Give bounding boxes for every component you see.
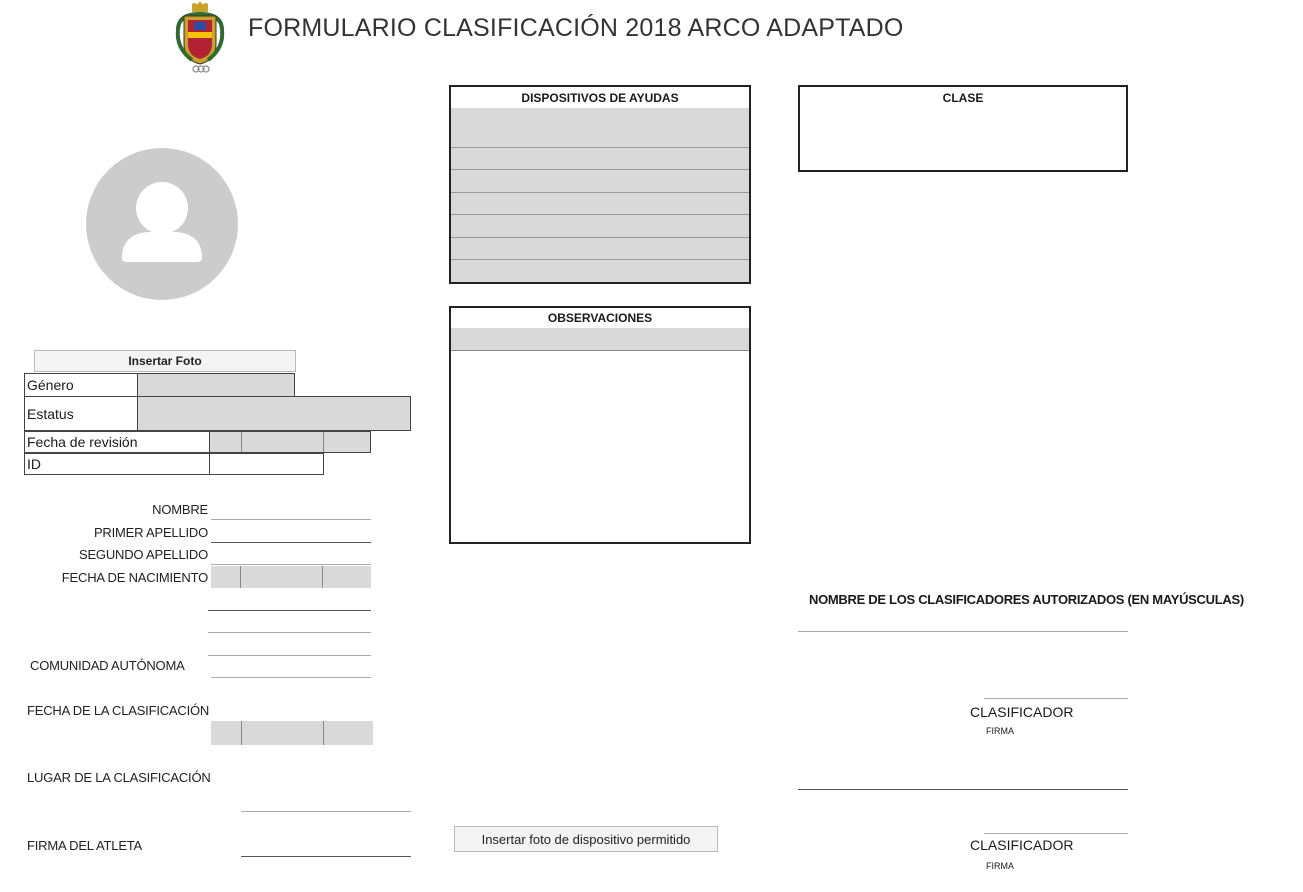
coat-of-arms-icon bbox=[172, 2, 228, 74]
second-surname-field[interactable] bbox=[211, 564, 371, 565]
insert-device-photo-button[interactable]: Insertar foto de dispositivo permitido bbox=[454, 826, 718, 852]
extra-line-1[interactable] bbox=[208, 610, 371, 611]
classifier-2-signature-field[interactable] bbox=[984, 833, 1128, 834]
classifier-1-name-field[interactable] bbox=[798, 631, 1128, 632]
classification-place-label: LUGAR DE LA CLASIFICACIÓN bbox=[27, 770, 211, 785]
athlete-signature-field[interactable] bbox=[241, 856, 411, 857]
name-label: NOMBRE bbox=[152, 502, 208, 517]
observations-panel[interactable] bbox=[449, 328, 751, 544]
community-label: COMUNIDAD AUTÓNOMA bbox=[30, 658, 185, 673]
devices-title: DISPOSITIVOS DE AYUDAS bbox=[449, 85, 751, 110]
classifier-2-firma-label: FIRMA bbox=[986, 861, 1014, 871]
classifier-1-label: CLASIFICADOR bbox=[970, 704, 1074, 720]
devices-panel[interactable] bbox=[449, 108, 751, 284]
second-surname-label: SEGUNDO APELLIDO bbox=[78, 547, 208, 562]
classification-date-field[interactable] bbox=[211, 721, 373, 745]
observations-first-row[interactable] bbox=[451, 328, 749, 351]
first-surname-field[interactable] bbox=[211, 542, 371, 543]
classifiers-heading: NOMBRE DE LOS CLASIFICADORES AUTORIZADOS (EN MAYÚSCULAS) bbox=[809, 592, 1244, 607]
gender-field[interactable] bbox=[137, 373, 295, 397]
birth-date-field[interactable] bbox=[211, 566, 371, 588]
classifier-2-label: CLASIFICADOR bbox=[970, 837, 1074, 853]
birth-date-label: FECHA DE NACIMIENTO bbox=[61, 570, 208, 585]
id-field[interactable] bbox=[209, 453, 324, 475]
devices-rows bbox=[451, 108, 749, 282]
user-avatar-icon[interactable] bbox=[86, 148, 238, 300]
page-title: FORMULARIO CLASIFICACIÓN 2018 ARCO ADAPTADO bbox=[248, 14, 904, 42]
athlete-signature-label: FIRMA DEL ATLETA bbox=[27, 838, 143, 853]
revision-date-label: Fecha de revisión bbox=[24, 431, 210, 453]
insert-photo-button[interactable]: Insertar Foto bbox=[34, 350, 296, 372]
classifier-2-name-field[interactable] bbox=[798, 789, 1128, 790]
classifier-1-signature-field[interactable] bbox=[984, 698, 1128, 699]
community-field[interactable] bbox=[211, 677, 371, 678]
revision-date-field[interactable] bbox=[209, 431, 371, 453]
classification-place-field[interactable] bbox=[241, 811, 411, 812]
status-label: Estatus bbox=[24, 396, 138, 431]
class-field[interactable] bbox=[798, 108, 1128, 172]
first-surname-label: PRIMER APELLIDO bbox=[93, 525, 208, 540]
id-label: ID bbox=[24, 453, 210, 475]
classifier-1-firma-label: FIRMA bbox=[986, 726, 1014, 736]
class-title: CLASE bbox=[798, 85, 1128, 110]
classification-date-label: FECHA DE LA CLASIFICACIÓN bbox=[27, 703, 210, 718]
extra-line-3[interactable] bbox=[208, 655, 371, 656]
extra-line-2[interactable] bbox=[208, 632, 371, 633]
observations-title: OBSERVACIONES bbox=[449, 306, 751, 330]
name-field[interactable] bbox=[211, 519, 371, 520]
gender-label: Género bbox=[24, 373, 138, 397]
status-field[interactable] bbox=[137, 396, 411, 431]
